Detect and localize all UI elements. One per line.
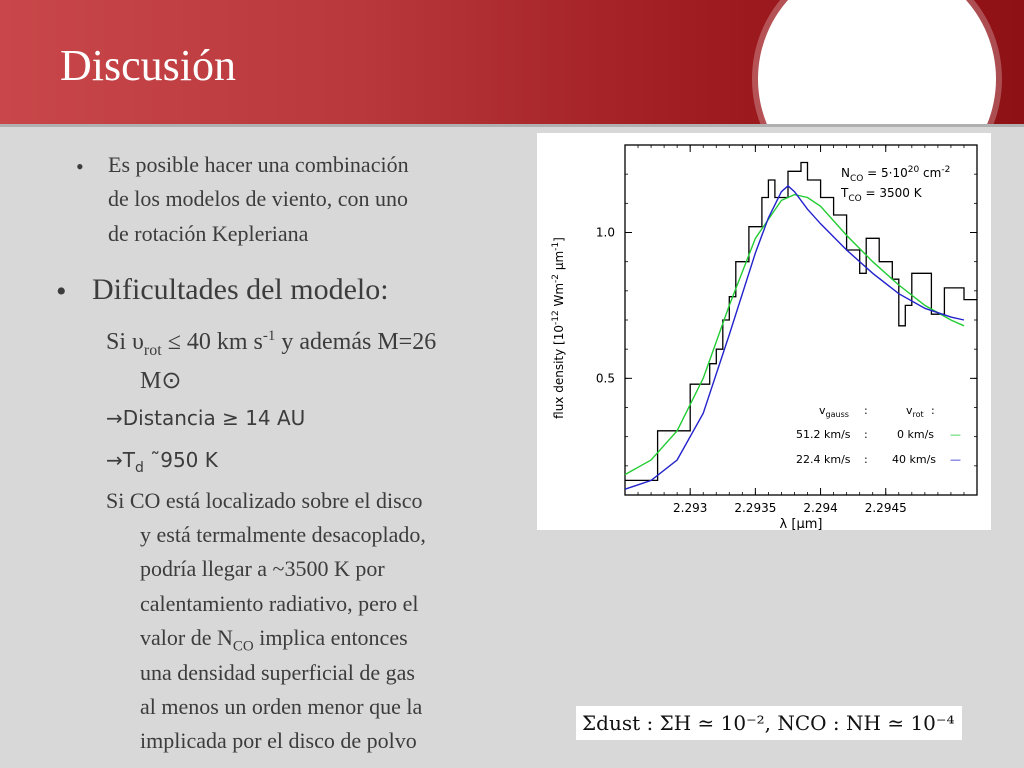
td-line	[106, 448, 218, 476]
legend-row1-sep: :	[864, 428, 868, 441]
x-tick-label: 2.2945	[864, 501, 907, 515]
vrot-condition	[106, 328, 436, 360]
distance-line: →Distancia ≥ 14 AU	[106, 406, 306, 430]
para-line-2: y está termalmente desacoplado,	[140, 522, 426, 547]
vrot-sub: rot	[143, 341, 162, 359]
legend-header-vrot: $v_{rot}$	[906, 404, 924, 419]
legend-header-vrot-colon: :	[931, 404, 935, 417]
para-line-8: implicada por el disco de polvo	[140, 728, 417, 753]
para-line5-prefix: valor de N	[140, 625, 233, 650]
para-line-1: Si CO está localizado sobre el disco	[106, 488, 423, 513]
para-line-4: calentamiento radiativo, pero el	[140, 591, 419, 616]
tco-annotation: $T_{CO} = 3500$ K	[841, 186, 922, 204]
nco-annotation: $N_{CO} = 5\cdot 10^{20}$ $cm^{-2}$	[841, 165, 951, 184]
bullet-marker-1: •	[76, 154, 84, 179]
para-line-3: podría llegar a ~3500 K por	[140, 556, 385, 581]
blue-model-line	[625, 186, 964, 489]
legend-header-colon: :	[864, 404, 868, 417]
legend-row2-mark: —	[950, 453, 961, 466]
slide-title: Discusión	[60, 41, 236, 90]
td-sub: d	[134, 460, 144, 476]
td-suffix: ˜950 K	[143, 448, 218, 472]
spectrum-chart	[537, 133, 991, 530]
vrot-suffix: y además M=26	[275, 329, 437, 355]
y-axis-label: flux density [$10^{-12}$ $Wm^{-2}$ $\mu m^{-1}$]	[551, 237, 566, 419]
ratio-formula: Σdust : ΣH ≃ 10⁻², NCO : NH ≃ 10⁻⁴	[576, 706, 962, 740]
vrot-prefix: Si υ	[106, 329, 144, 355]
legend-row1-vgauss: 51.2 km/s	[796, 428, 851, 441]
bullet-marker-2: •	[56, 275, 67, 308]
legend-header-vgauss: $v_{gauss}$	[819, 404, 849, 419]
vrot-middle: ≤ 40 km s	[161, 329, 263, 355]
para-line-6: una densidad superficial de gas	[140, 660, 415, 685]
legend-row2-sep: :	[864, 453, 868, 466]
header-divider	[0, 124, 1024, 127]
plot-frame	[625, 145, 977, 495]
td-prefix: →T	[106, 448, 135, 472]
header-bar	[0, 0, 1024, 124]
legend-row1-vrot: 0 km/s	[897, 428, 935, 441]
legend-row1-mark: —	[950, 428, 961, 441]
spectrum-chart-svg	[537, 133, 991, 530]
para-line5-sub: CO	[232, 638, 254, 655]
para-line-7: al menos un orden menor que la	[140, 694, 423, 719]
x-tick-label: 2.294	[803, 501, 838, 515]
bullet1-line-2: de los modelos de viento, con uno	[108, 186, 409, 211]
legend-row2-vgauss: 22.4 km/s	[796, 453, 851, 466]
bullet2-text: Dificultades del modelo:	[92, 273, 389, 306]
legend-row2-vrot: 40 km/s	[892, 453, 937, 466]
bullet1-line-3: de rotación Kepleriana	[108, 221, 309, 246]
y-tick-label: 1.0	[595, 225, 615, 240]
legend	[796, 404, 961, 466]
bullet1-line-1: Es posible hacer una combinación	[108, 152, 409, 177]
mass-unit: M⊙	[140, 368, 182, 394]
y-tick-label: 0.5	[595, 371, 615, 386]
x-axis-label: λ [μm]	[779, 517, 823, 530]
x-tick-label: 2.2935	[734, 501, 777, 515]
vrot-sup: -1	[262, 328, 276, 344]
x-tick-label: 2.293	[673, 501, 708, 515]
para-line5-suffix: implica entonces	[253, 625, 408, 650]
decorative-circle	[758, 0, 996, 124]
